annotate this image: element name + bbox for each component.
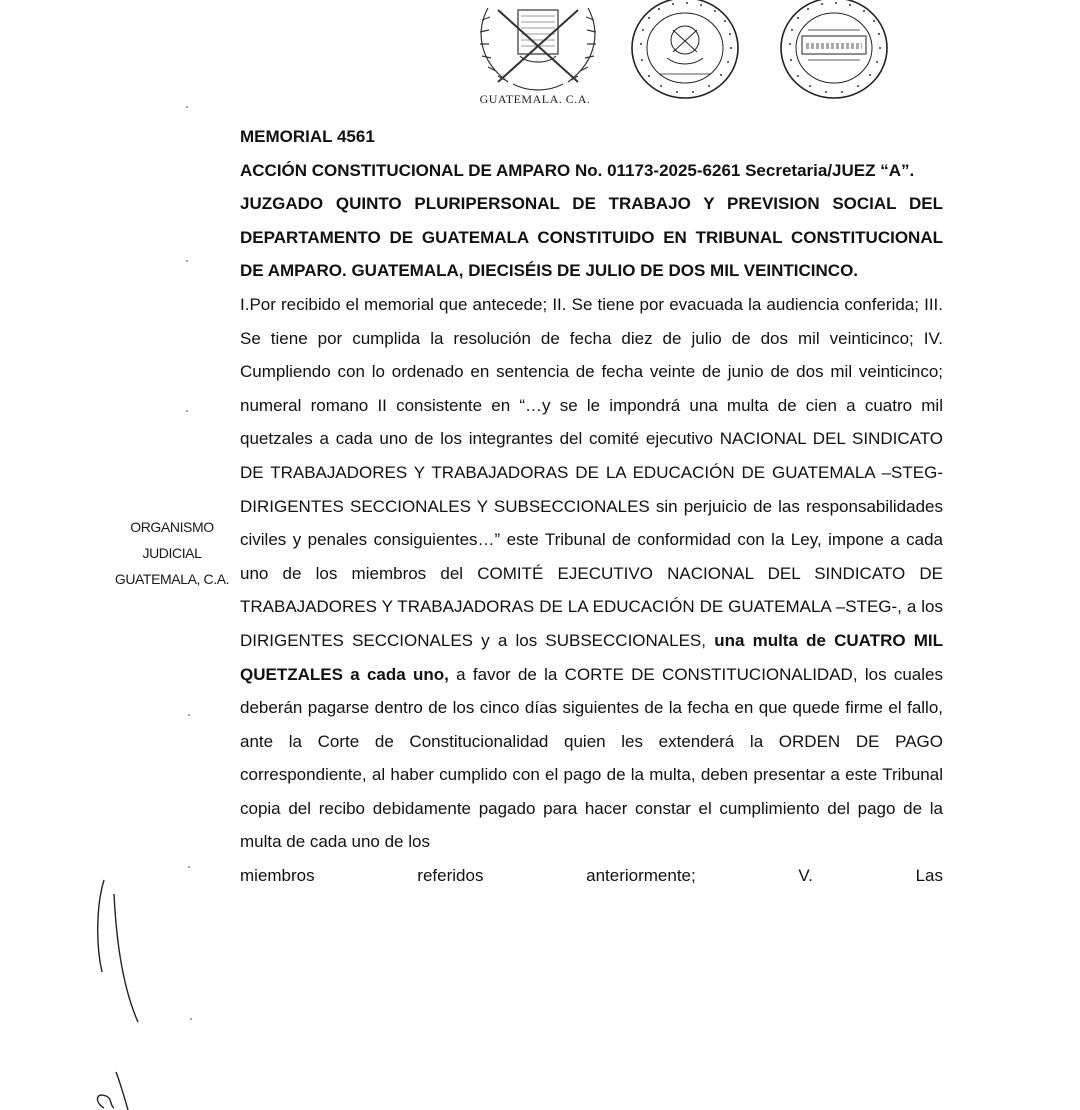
margin-dot [186, 260, 188, 262]
resolution-text-part1: I.Por recibido el memorial que antecede; II. Se tiene por evacuada la audiencia conferida; III. Se tiene por cumplida la resolución de fecha diez de julio de dos mil veinticinco; IV. Cumpliendo con lo ordenado en sentencia de fecha veinte de junio de dos mil veinticinco; numeral romano II consistente en “…y se le impondrá una multa de cien a cuatro mil quetzales a cada uno de los integrantes del comité ejecutivo NACIONAL DEL SINDICATO DE TRABAJADORES Y TRABAJADORAS DE LA EDUCACIÓN DE GUATEMALA –STEG- DIRIGENTES SECCIONALES Y SUBSECCIONALES sin perjuicio de las responsabilidades civiles y penales consiguientes…” este Tribunal de conformidad con la Ley, impone a cada uno de los miembros del COMITÉ EJECUTIVO NACIONAL DEL SINDICATO DE TRABAJADORES Y TRABAJADORAS DE LA EDUCACIÓN DE GUATEMALA –STEG-, a los DIRIGENTES SECCIONALES y a los SUBSECCIONALES, [240, 294, 943, 650]
margin-dot [186, 106, 188, 108]
secretary-seal-icon [778, 0, 890, 104]
handwritten-signature-mark [92, 876, 152, 1026]
coat-of-arms-caption: GUATEMALA. C.A. [479, 92, 591, 106]
margin-stamp [108, 514, 236, 592]
margin-dot [188, 866, 190, 868]
court-seal-icon [629, 0, 741, 104]
margin-dot [190, 1018, 192, 1020]
court-heading: JUZGADO QUINTO PLURIPERSONAL DE TRABAJO Y PREVISION SOCIAL DEL DEPARTAMENTO DE GUATEMALA CONSTITUIDO EN TRIBUNAL CONSTITUCIONAL DE AMPARO. GUATEMALA, DIECISÉIS DE JULIO DE DOS MIL VEINTICINCO. [240, 194, 943, 281]
margin-stamp-line1: ORGANISMO [130, 519, 214, 535]
margin-stamp-line2: JUDICIAL [142, 545, 202, 561]
fine-amount-text: una multa de CUATRO MIL QUETZALES a cada uno, [240, 630, 944, 684]
document-body [240, 120, 943, 893]
memorial-number: MEMORIAL 4561 [240, 127, 375, 146]
margin-dot [188, 714, 190, 716]
guatemala-coat-of-arms-icon [468, 0, 608, 98]
resolution-last-line: miembros referidos anteriormente; V. Las [240, 866, 943, 886]
resolution-paragraph [240, 288, 943, 859]
case-line: ACCIÓN CONSTITUCIONAL DE AMPARO No. 01173-2025-6261 Secretaria/JUEZ “A”. [240, 160, 915, 180]
handwritten-flourish-mark [90, 1068, 140, 1110]
margin-dot [186, 410, 188, 412]
resolution-text-part2: a favor de la CORTE DE CONSTITUCIONALIDAD, los cuales deberán pagarse dentro de los cinco días siguientes de la fecha en que quede firme el fallo, ante la Corte de Constitucionalidad quien les extenderá la ORDEN DE PAGO correspondiente, al haber cumplido con el pago de la multa, deben presentar a este Tribunal copia del recibo debidamente pagado para hacer constar el cumplimiento del pago de la multa de cada uno de los [240, 664, 943, 852]
margin-stamp-line3: GUATEMALA, C.A. [114, 571, 230, 587]
